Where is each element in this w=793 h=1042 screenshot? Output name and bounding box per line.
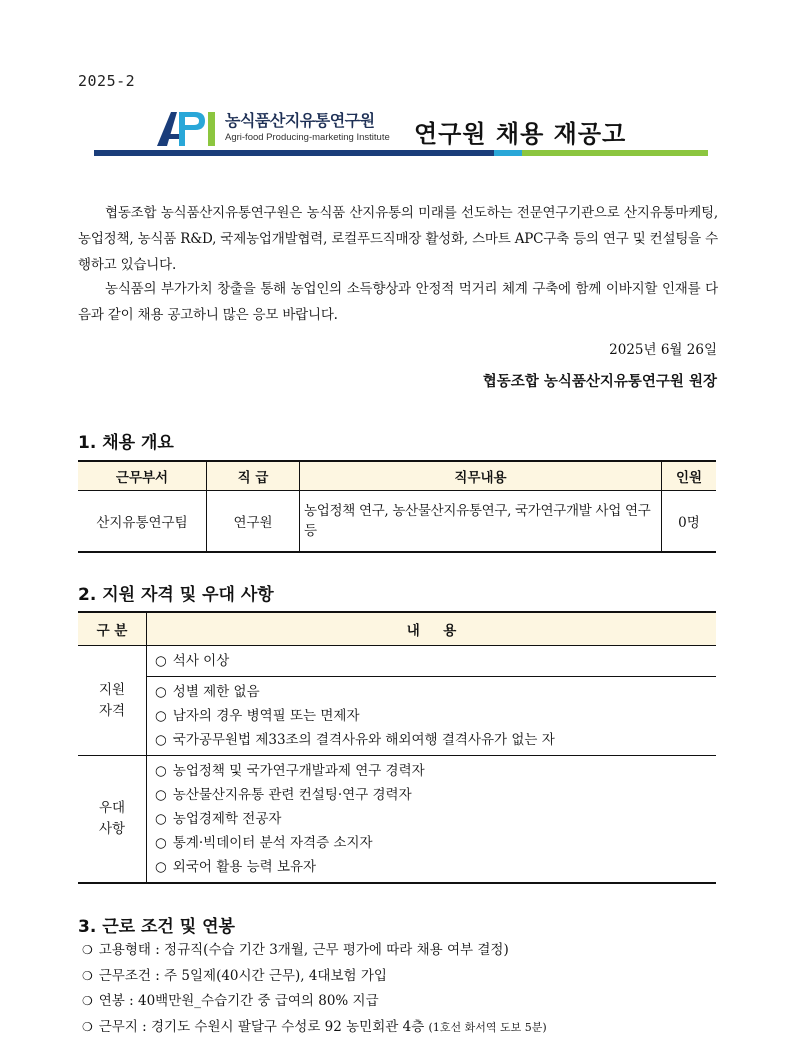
list-item	[82, 989, 547, 1015]
list-item	[155, 680, 708, 704]
qualification-group-1	[147, 646, 717, 677]
col-count: 인원	[662, 461, 717, 491]
circle-marker-icon: ○	[155, 787, 167, 803]
col-content: 내 용	[147, 612, 717, 646]
category-label: 지원	[98, 681, 126, 698]
table-header-row	[78, 461, 716, 491]
table-header-row	[78, 612, 716, 646]
api-logo-icon	[155, 108, 221, 148]
item-text: 농산물산지유통 관련 컨설팅·연구 경력자	[172, 787, 412, 803]
bullet-icon: ❍	[82, 943, 93, 957]
table-row	[78, 491, 716, 553]
circle-marker-icon: ○	[155, 859, 167, 875]
cell-count: 0명	[662, 491, 717, 553]
title-bar-green	[522, 150, 708, 156]
item-text: 성별 제한 없음	[172, 684, 260, 700]
recruitment-overview-table	[78, 460, 716, 553]
intro-paragraph-1-text: 협동조합 농식품산지유통연구원은 농식품 산지유통의 미래를 선도하는 전문연구기관으로 산지유통마케팅, 농업정책, 농식품 R&D, 국제농업개발협력, 로컬푸드직매장 활성화, 스마트 APC구축 등의 연구 및 컨설팅을 수행하고 있습니다.	[78, 205, 718, 273]
col-rank: 직 급	[207, 461, 300, 491]
list-item	[155, 704, 708, 728]
item-text: 농업경제학 전공자	[172, 811, 282, 827]
list-item	[155, 783, 708, 807]
circle-marker-icon: ○	[155, 684, 167, 700]
list-item	[82, 964, 547, 990]
item-text: 국가공무원법 제33조의 결격사유와 해외여행 결격사유가 없는 자	[172, 732, 555, 748]
intro-paragraph-2	[78, 276, 718, 328]
list-item	[155, 807, 708, 831]
circle-marker-icon: ○	[155, 811, 167, 827]
list-item	[155, 831, 708, 855]
category-qualification	[78, 646, 147, 756]
title-bar-cyan	[494, 150, 522, 156]
cell-rank: 연구원	[207, 491, 300, 553]
circle-marker-icon: ○	[155, 653, 167, 669]
category-preference	[78, 756, 147, 884]
item-text: 고용형태 : 정규직(수습 기간 3개월, 근무 평가에 따라 채용 여부 결정)	[98, 942, 509, 958]
title-underline-bar	[94, 150, 708, 156]
table-row	[78, 646, 716, 677]
conditions-list	[82, 938, 547, 1040]
cell-department: 산지유통연구팀	[78, 491, 207, 553]
bullet-icon: ❍	[82, 994, 93, 1008]
col-category: 구 분	[78, 612, 147, 646]
item-text: 외국어 활용 능력 보유자	[172, 859, 317, 875]
item-text: 연봉 : 40백만원_수습기간 중 급여의 80% 지급	[98, 993, 379, 1009]
org-logo	[155, 106, 415, 148]
list-item	[82, 938, 547, 964]
col-duty: 직무내용	[300, 461, 662, 491]
intro-paragraph-1	[78, 200, 718, 278]
preference-items	[147, 756, 717, 884]
table-row	[78, 756, 716, 884]
list-item	[155, 855, 708, 879]
item-text: 남자의 경우 병역필 또는 면제자	[172, 708, 360, 724]
category-label: 자격	[98, 702, 126, 719]
item-text: 통계·빅데이터 분석 자격증 소지자	[172, 835, 373, 851]
section-heading-qualifications: 2. 지원 자격 및 우대 사항	[78, 585, 274, 605]
circle-marker-icon: ○	[155, 835, 167, 851]
cell-duty: 농업정책 연구, 농산물산지유통연구, 국가연구개발 사업 연구 등	[300, 491, 662, 553]
circle-marker-icon: ○	[155, 763, 167, 779]
qualifications-table	[78, 611, 716, 884]
category-label: 사항	[98, 821, 126, 837]
col-department: 근무부서	[78, 461, 207, 491]
item-text: 석사 이상	[172, 653, 230, 669]
section-heading-overview: 1. 채용 개요	[78, 433, 174, 453]
title-bar-navy	[94, 150, 494, 156]
item-text: 농업정책 및 국가연구개발과제 연구 경력자	[172, 763, 425, 779]
list-item	[155, 649, 708, 673]
announcement-date: 2025년 6월 26일	[609, 342, 717, 358]
intro-paragraph-2-text: 농식품의 부가가치 창출을 통해 농업인의 소득향상과 안정적 먹거리 체계 구축에 함께 이바지할 인재를 다음과 같이 채용 공고하니 많은 응모 바랍니다.	[78, 281, 718, 323]
item-text: 근무조건 : 주 5일제(40시간 근무), 4대보험 가입	[98, 967, 387, 984]
list-item	[82, 1015, 547, 1041]
item-text: 근무지 : 경기도 수원시 팔달구 수성로 92 농민회관 4층	[98, 1018, 425, 1035]
list-item	[155, 728, 708, 752]
signer: 협동조합 농식품산지유통연구원 원장	[482, 374, 717, 390]
circle-marker-icon: ○	[155, 732, 167, 748]
list-item	[155, 759, 708, 783]
org-name-korean: 농식품산지유통연구원	[225, 111, 375, 130]
bullet-icon: ❍	[82, 1019, 93, 1034]
category-label: 우대	[98, 800, 126, 816]
item-note: (1호선 화서역 도보 5분)	[428, 1020, 547, 1034]
qualification-group-2	[147, 677, 717, 756]
org-name-english: Agri-food Producing-marketing Institute	[225, 132, 390, 143]
circle-marker-icon: ○	[155, 708, 167, 724]
document-number: 2025-2	[78, 72, 136, 90]
bullet-icon: ❍	[82, 968, 93, 983]
section-heading-conditions: 3. 근로 조건 및 연봉	[78, 917, 235, 937]
table-row	[78, 677, 716, 756]
page-title: 연구원 채용 재공고	[414, 120, 627, 148]
